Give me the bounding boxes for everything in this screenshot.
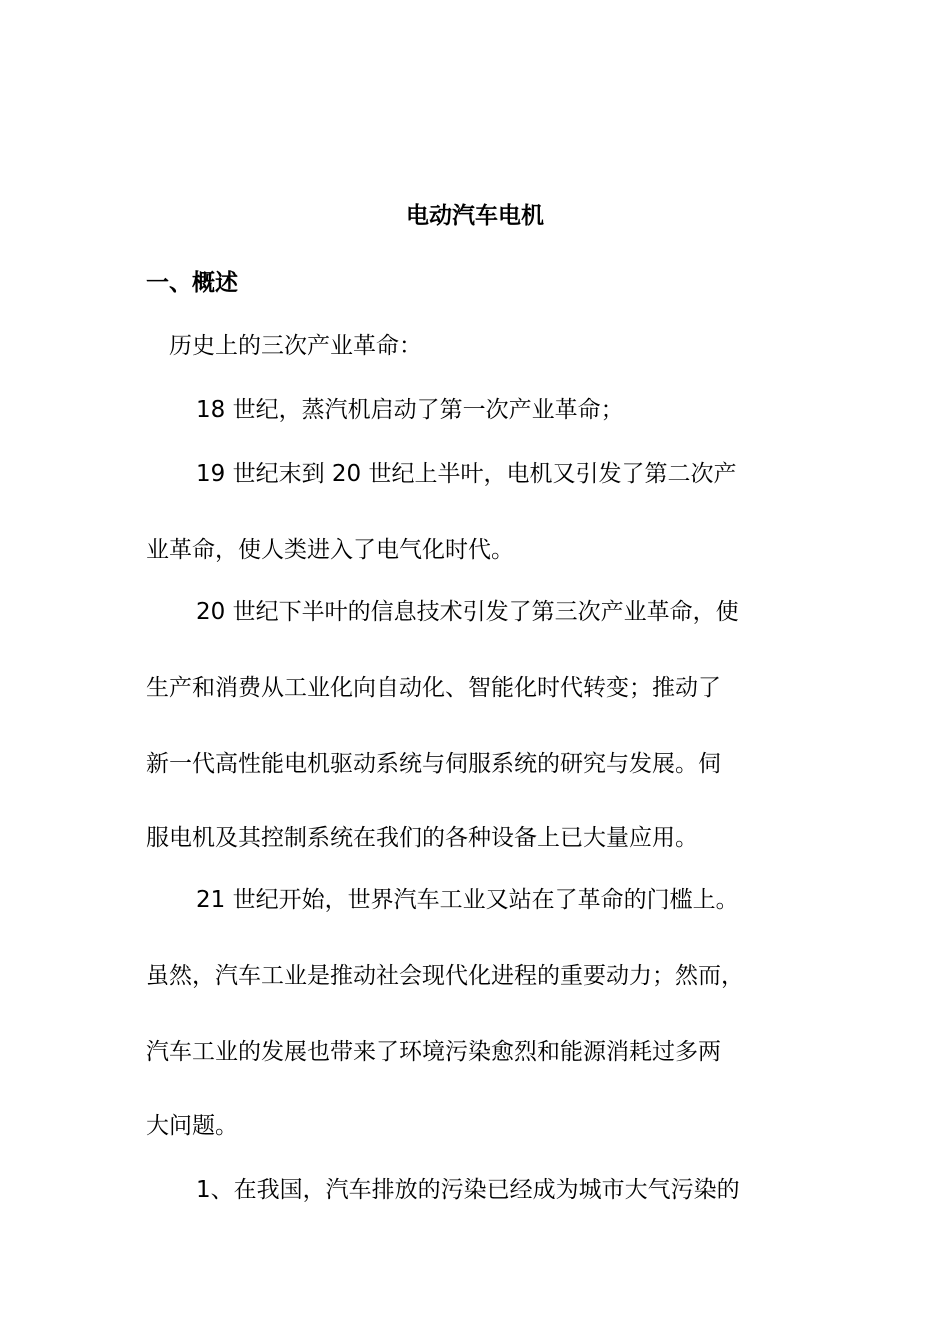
paragraph-line: 18 世纪，蒸汽机启动了第一次产业革命； (196, 397, 624, 423)
paragraph-line: 汽车工业的发展也带来了环境污染愈烈和能源消耗过多两 (146, 1039, 721, 1065)
paragraph-line: 业革命，使人类进入了电气化时代。 (146, 537, 514, 563)
paragraph-line: 21 世纪开始，世界汽车工业又站在了革命的门槛上。 (196, 887, 739, 913)
paragraph-line: 服电机及其控制系统在我们的各种设备上已大量应用。 (146, 825, 698, 851)
paragraph-line: 历史上的三次产业革命： (169, 333, 422, 359)
paragraph-line: 虽然，汽车工业是推动社会现代化进程的重要动力；然而， (146, 963, 744, 989)
paragraph-line: 20 世纪下半叶的信息技术引发了第三次产业革命，使 (196, 599, 739, 625)
paragraph-line: 新一代高性能电机驱动系统与伺服系统的研究与发展。伺 (146, 751, 721, 777)
paragraph-line: 大问题。 (146, 1113, 238, 1139)
paragraph-line: 生产和消费从工业化向自动化、智能化时代转变；推动了 (146, 675, 721, 701)
section-heading: 一、概述 (146, 270, 238, 296)
document-title: 电动汽车电机 (406, 203, 544, 229)
paragraph-line: 1、在我国，汽车排放的污染已经成为城市大气污染的 (196, 1177, 740, 1203)
paragraph-line: 19 世纪末到 20 世纪上半叶，电机又引发了第二次产 (196, 461, 737, 487)
